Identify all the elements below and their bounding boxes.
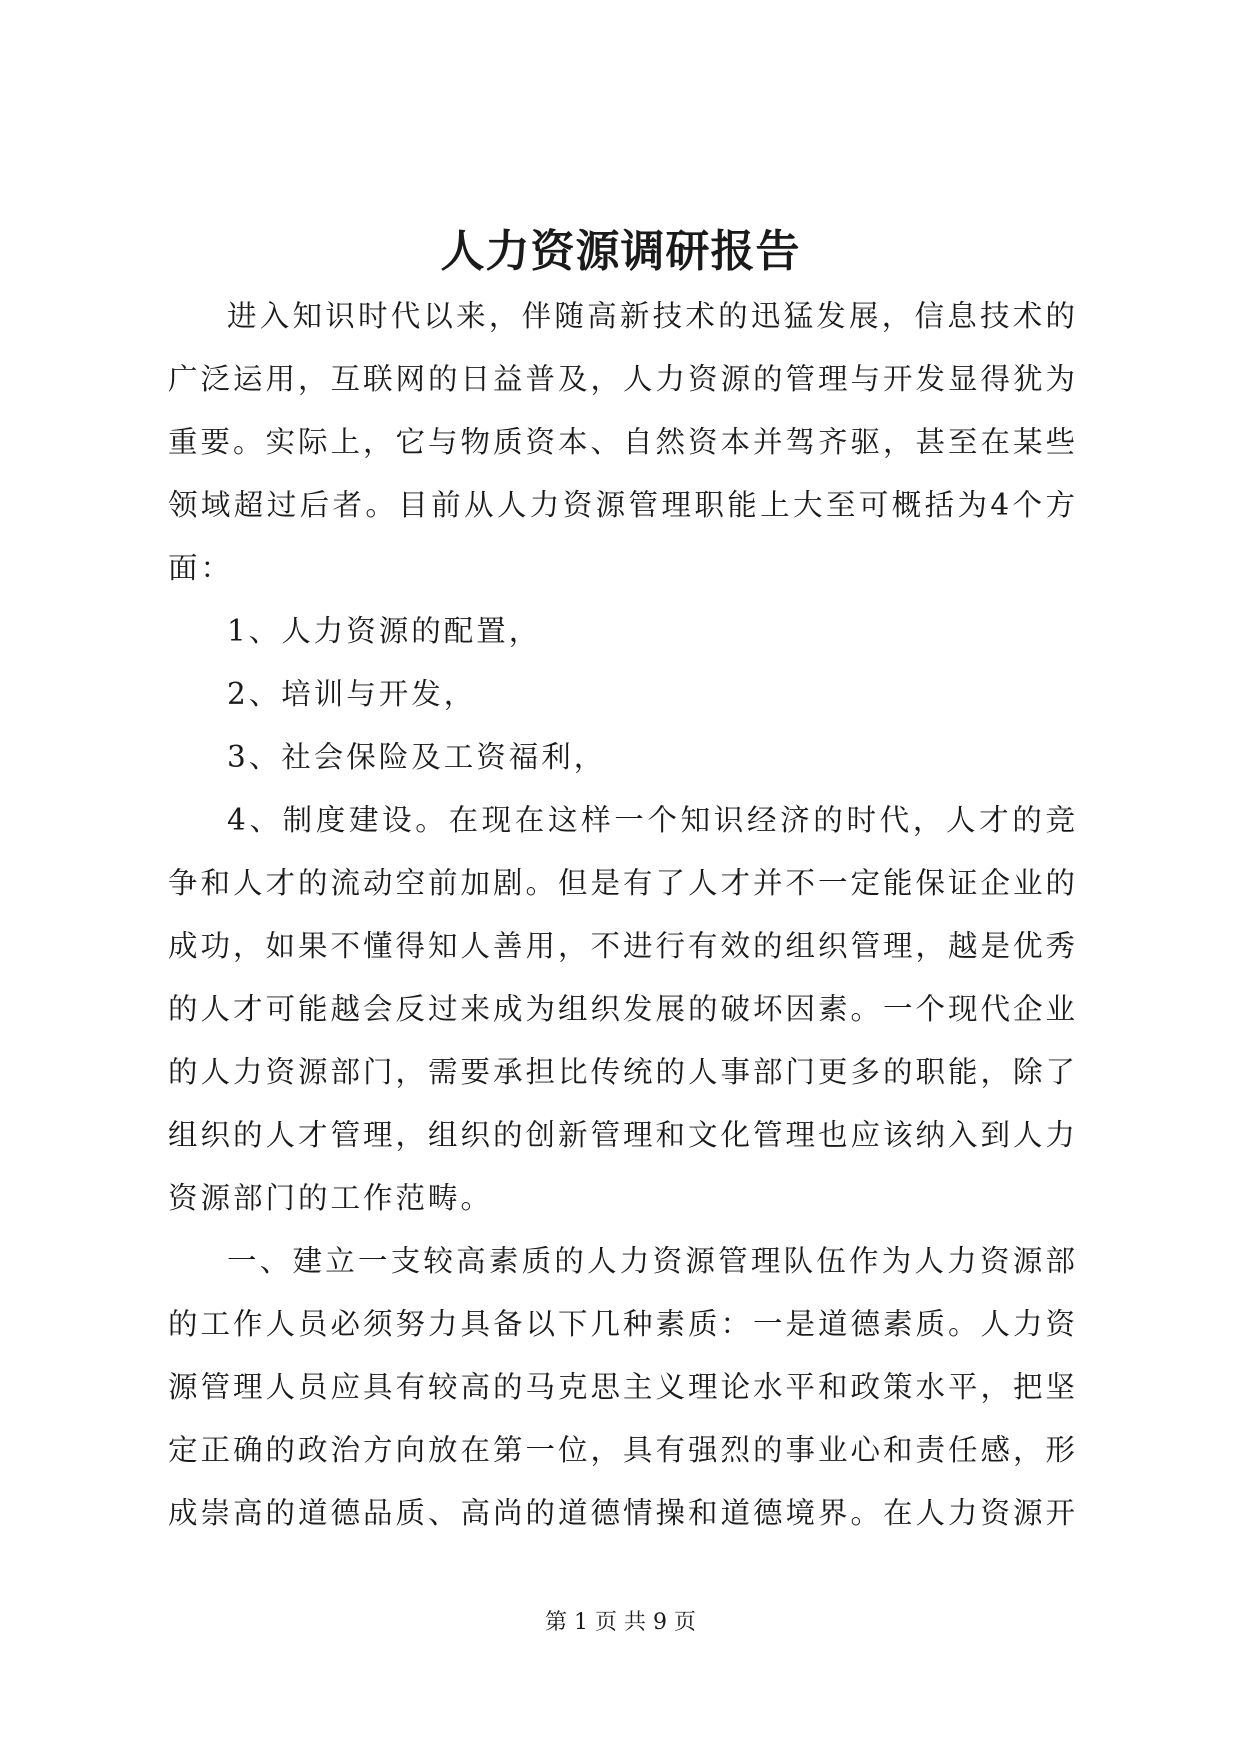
page-footer: 第 1 页 共 9 页 [545, 1610, 696, 1635]
document-body [168, 285, 1078, 1545]
list-item-3: 3、社会保险及工资福利， [227, 740, 607, 774]
list-item-2: 2、培训与开发， [227, 677, 477, 711]
paragraph-intro: 进入知识时代以来，伴随高新技术的迅猛发展，信息技术的广泛运用，互联网的日益普及，人力资源的管理与开发显得犹为重要。实际上，它与物质资本、自然资本并驾齐驱，甚至在某些领域超过后者。目前从人力资源管理职能上大至可概括为4个方面： [168, 299, 1079, 585]
paragraph-section-1: 一、建立一支较高素质的人力资源管理队伍作为人力资源部的工作人员必须努力具备以下几种素质：一是道德素质。人力资源管理人员应具有较高的马克思主义理论水平和政策水平，把坚定正确的政治方向放在第一位，具有强烈的事业心和责任感，形成崇高的道德品质、高尚的道德情操和道德境界。在人力资源开 [168, 1244, 1079, 1530]
document-title: 人力资源调研报告 [440, 226, 801, 277]
list-item-1: 1、人力资源的配置， [227, 614, 542, 648]
list-item-4: 4、制度建设。在现在这样一个知识经济的时代，人才的竞争和人才的流动空前加剧。但是有了人才并不一定能保证企业的成功，如果不懂得知人善用，不进行有效的组织管理，越是优秀的人才可能越会反过来成为组织发展的破坏因素。一个现代企业的人力资源部门，需要承担比传统的人事部门更多的职能，除了组织的人才管理，组织的创新管理和文化管理也应该纳入到人力资源部门的工作范畴。 [168, 803, 1079, 1215]
